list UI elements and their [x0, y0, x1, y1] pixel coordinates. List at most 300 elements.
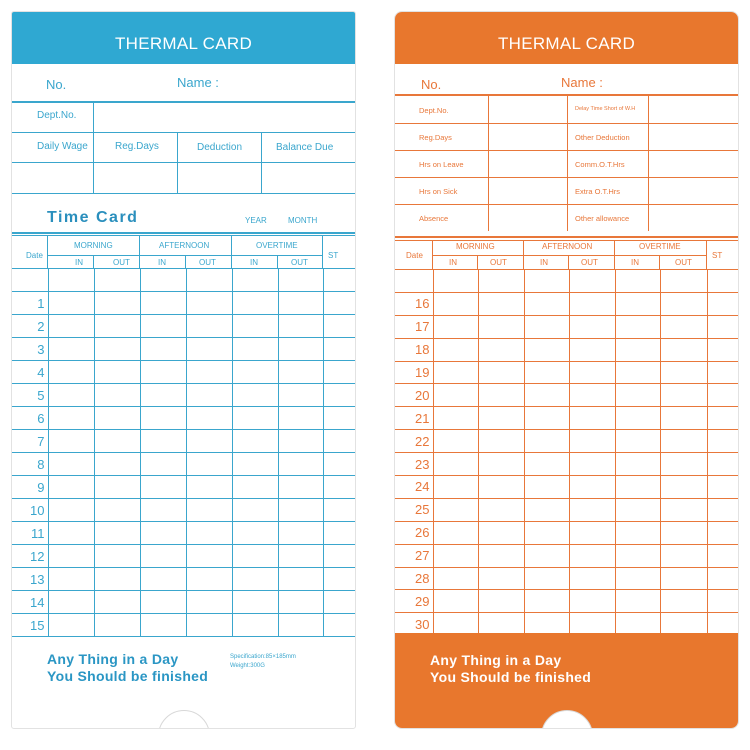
- time-cell[interactable]: [478, 567, 524, 590]
- day-row: [395, 407, 739, 430]
- divider: [12, 193, 355, 194]
- day-row: [395, 476, 739, 499]
- divider: [523, 241, 524, 269]
- time-cell[interactable]: [569, 407, 615, 430]
- time-cell[interactable]: [232, 545, 278, 568]
- day-row: [12, 499, 356, 522]
- time-cell[interactable]: [433, 292, 478, 315]
- time-cell[interactable]: [524, 270, 569, 293]
- time-cell[interactable]: [94, 453, 140, 476]
- time-cell[interactable]: [524, 338, 569, 361]
- day-number: 4: [12, 361, 48, 384]
- time-cell[interactable]: [660, 407, 707, 430]
- time-cell[interactable]: [232, 384, 278, 407]
- time-cell[interactable]: [94, 568, 140, 591]
- daily-wage-label: Daily Wage: [37, 141, 88, 152]
- blank-row: [395, 270, 739, 293]
- time-cell[interactable]: [232, 430, 278, 453]
- time-cell[interactable]: [707, 338, 739, 361]
- time-cell[interactable]: [660, 361, 707, 384]
- reg-days-label: Reg.Days: [115, 141, 159, 152]
- time-cell[interactable]: [232, 476, 278, 499]
- day-row: [395, 544, 739, 567]
- blank-row: [12, 269, 356, 292]
- time-cell[interactable]: [278, 269, 323, 292]
- month-label: MONTH: [288, 216, 318, 225]
- time-cell[interactable]: [278, 384, 323, 407]
- time-cell[interactable]: [524, 544, 569, 567]
- divider: [177, 132, 178, 193]
- slogan-line2: You Should be finished: [47, 668, 209, 684]
- time-cell[interactable]: [433, 544, 478, 567]
- time-cell[interactable]: [323, 338, 356, 361]
- divider: [567, 96, 568, 231]
- time-cell[interactable]: [140, 292, 186, 315]
- time-cell[interactable]: [433, 384, 478, 407]
- day-row: [395, 590, 739, 613]
- time-cell[interactable]: [323, 545, 356, 568]
- time-cell[interactable]: [323, 499, 356, 522]
- day-row: [395, 338, 739, 361]
- time-cell[interactable]: [707, 498, 739, 521]
- time-cell[interactable]: [323, 269, 356, 292]
- time-cell[interactable]: [478, 292, 524, 315]
- divider: [648, 96, 649, 231]
- time-cell[interactable]: [433, 430, 478, 453]
- time-cell[interactable]: [433, 521, 478, 544]
- day-number: 3: [12, 338, 48, 361]
- day-number: 22: [395, 430, 433, 453]
- time-cell[interactable]: [140, 545, 186, 568]
- time-cell[interactable]: [660, 315, 707, 338]
- time-cell[interactable]: [707, 453, 739, 476]
- day-number: 5: [12, 384, 48, 407]
- time-cell[interactable]: [433, 315, 478, 338]
- time-cell[interactable]: [323, 568, 356, 591]
- time-cell[interactable]: [707, 567, 739, 590]
- time-cell[interactable]: [48, 476, 94, 499]
- time-cell[interactable]: [660, 476, 707, 499]
- time-cell[interactable]: [94, 407, 140, 430]
- time-cell[interactable]: [569, 384, 615, 407]
- time-cell[interactable]: [524, 567, 569, 590]
- time-cell[interactable]: [186, 499, 232, 522]
- time-cell[interactable]: [660, 338, 707, 361]
- time-cell[interactable]: [94, 269, 140, 292]
- time-cell[interactable]: [660, 292, 707, 315]
- time-cell[interactable]: [569, 567, 615, 590]
- time-cell[interactable]: [140, 430, 186, 453]
- time-cell[interactable]: [232, 453, 278, 476]
- time-cell[interactable]: [140, 269, 186, 292]
- time-cell[interactable]: [707, 384, 739, 407]
- time-cell[interactable]: [232, 522, 278, 545]
- day-row: [12, 591, 356, 614]
- time-cell[interactable]: [48, 361, 94, 384]
- day-number: 1: [12, 292, 48, 315]
- time-cell[interactable]: [707, 476, 739, 499]
- time-cell[interactable]: [140, 384, 186, 407]
- day-row: [12, 453, 356, 476]
- time-cell[interactable]: [186, 522, 232, 545]
- col-overtime: OVERTIME: [639, 242, 681, 251]
- time-cell[interactable]: [433, 453, 478, 476]
- col-in: IN: [158, 258, 166, 267]
- time-cell[interactable]: [232, 407, 278, 430]
- time-cell[interactable]: [278, 315, 323, 338]
- time-cell[interactable]: [140, 315, 186, 338]
- time-cell[interactable]: [94, 476, 140, 499]
- time-cell[interactable]: [140, 338, 186, 361]
- time-cell[interactable]: [569, 361, 615, 384]
- time-cell[interactable]: [478, 430, 524, 453]
- divider: [12, 232, 355, 234]
- time-cell[interactable]: [569, 498, 615, 521]
- time-cell[interactable]: [478, 407, 524, 430]
- col-morning: MORNING: [456, 242, 495, 251]
- time-cell[interactable]: [660, 590, 707, 613]
- time-cell[interactable]: [660, 453, 707, 476]
- time-cell[interactable]: [707, 315, 739, 338]
- time-cell[interactable]: [615, 361, 660, 384]
- time-cell[interactable]: [232, 315, 278, 338]
- time-cell[interactable]: [524, 407, 569, 430]
- time-cell[interactable]: [524, 315, 569, 338]
- time-cell[interactable]: [569, 270, 615, 293]
- col-out: OUT: [199, 258, 216, 267]
- time-cell[interactable]: [478, 384, 524, 407]
- no-label: No.: [46, 77, 67, 92]
- time-cell[interactable]: [323, 591, 356, 614]
- time-cell[interactable]: [140, 568, 186, 591]
- time-cell[interactable]: [433, 338, 478, 361]
- time-cell[interactable]: [278, 476, 323, 499]
- day-number: [395, 270, 433, 293]
- time-cell[interactable]: [707, 521, 739, 544]
- time-cell[interactable]: [524, 384, 569, 407]
- time-cell[interactable]: [186, 269, 232, 292]
- card-title: THERMAL CARD: [12, 12, 355, 64]
- time-cell[interactable]: [186, 292, 232, 315]
- time-cell[interactable]: [478, 315, 524, 338]
- field-label: Absence: [419, 214, 449, 223]
- time-cell[interactable]: [323, 292, 356, 315]
- day-number: 24: [395, 476, 433, 499]
- time-cell[interactable]: [524, 590, 569, 613]
- time-cell[interactable]: [323, 453, 356, 476]
- time-cell[interactable]: [232, 269, 278, 292]
- card-notch: [541, 710, 593, 729]
- time-cell[interactable]: [48, 269, 94, 292]
- time-cell[interactable]: [569, 292, 615, 315]
- time-cell[interactable]: [48, 315, 94, 338]
- time-card-orange: [394, 11, 739, 729]
- time-cell[interactable]: [186, 453, 232, 476]
- time-cell[interactable]: [615, 407, 660, 430]
- time-cell[interactable]: [94, 292, 140, 315]
- time-cell[interactable]: [615, 590, 660, 613]
- time-cell[interactable]: [433, 270, 478, 293]
- time-cell[interactable]: [433, 590, 478, 613]
- day-grid: [12, 268, 356, 637]
- time-cell[interactable]: [615, 338, 660, 361]
- time-cell[interactable]: [660, 544, 707, 567]
- time-cell[interactable]: [48, 499, 94, 522]
- col-morning: MORNING: [74, 241, 113, 250]
- time-cell[interactable]: [524, 476, 569, 499]
- divider: [395, 236, 738, 238]
- time-cell[interactable]: [278, 545, 323, 568]
- time-cell[interactable]: [569, 521, 615, 544]
- time-cell[interactable]: [140, 476, 186, 499]
- day-number: 19: [395, 361, 433, 384]
- time-cell[interactable]: [615, 544, 660, 567]
- time-cell[interactable]: [140, 407, 186, 430]
- divider: [614, 241, 615, 269]
- time-cell[interactable]: [232, 591, 278, 614]
- time-cell[interactable]: [569, 338, 615, 361]
- col-out: OUT: [291, 258, 308, 267]
- day-row: [12, 361, 356, 384]
- day-number: 2: [12, 315, 48, 338]
- time-cell[interactable]: [140, 522, 186, 545]
- day-row: [395, 430, 739, 453]
- deduction-label: Deduction: [197, 142, 243, 153]
- time-cell[interactable]: [278, 453, 323, 476]
- day-number: 21: [395, 407, 433, 430]
- time-cell[interactable]: [615, 270, 660, 293]
- col-out: OUT: [490, 258, 507, 267]
- time-cell[interactable]: [94, 545, 140, 568]
- time-cell[interactable]: [94, 499, 140, 522]
- time-cell[interactable]: [186, 568, 232, 591]
- time-cell[interactable]: [48, 430, 94, 453]
- time-cell[interactable]: [278, 591, 323, 614]
- balance-due-label: Balance Due: [276, 142, 334, 153]
- divider: [261, 132, 262, 193]
- time-cell[interactable]: [323, 407, 356, 430]
- name-label: Name :: [177, 75, 219, 90]
- time-cell[interactable]: [186, 407, 232, 430]
- time-cell[interactable]: [48, 292, 94, 315]
- name-label: Name :: [561, 75, 603, 90]
- time-cell[interactable]: [615, 453, 660, 476]
- col-in: IN: [75, 258, 83, 267]
- time-cell[interactable]: [707, 544, 739, 567]
- col-in: IN: [449, 258, 457, 267]
- col-st: ST: [328, 251, 339, 260]
- time-cell[interactable]: [433, 567, 478, 590]
- time-cell[interactable]: [278, 568, 323, 591]
- col-in: IN: [540, 258, 548, 267]
- time-cell[interactable]: [186, 315, 232, 338]
- time-cell[interactable]: [707, 361, 739, 384]
- slogan-line2: You Should be finished: [430, 669, 592, 685]
- time-cell[interactable]: [232, 292, 278, 315]
- time-cell[interactable]: [232, 568, 278, 591]
- time-cell[interactable]: [140, 453, 186, 476]
- time-cell[interactable]: [660, 521, 707, 544]
- day-number: 28: [395, 567, 433, 590]
- time-cell[interactable]: [232, 499, 278, 522]
- time-cell[interactable]: [140, 361, 186, 384]
- time-cell[interactable]: [278, 292, 323, 315]
- divider: [47, 236, 48, 268]
- time-cell[interactable]: [48, 384, 94, 407]
- time-cell[interactable]: [524, 521, 569, 544]
- time-cell[interactable]: [186, 476, 232, 499]
- time-cell[interactable]: [524, 361, 569, 384]
- time-cell[interactable]: [707, 430, 739, 453]
- time-cell[interactable]: [524, 430, 569, 453]
- time-cell[interactable]: [48, 453, 94, 476]
- time-cell[interactable]: [323, 430, 356, 453]
- time-cell[interactable]: [94, 361, 140, 384]
- time-cell[interactable]: [524, 453, 569, 476]
- time-cell[interactable]: [569, 315, 615, 338]
- weight-label: Weight:300G: [230, 663, 265, 669]
- time-cell[interactable]: [323, 476, 356, 499]
- time-cell[interactable]: [478, 270, 524, 293]
- time-cell[interactable]: [186, 361, 232, 384]
- time-cell[interactable]: [478, 338, 524, 361]
- day-number: 9: [12, 476, 48, 499]
- time-cell[interactable]: [278, 522, 323, 545]
- time-cell[interactable]: [48, 407, 94, 430]
- time-cell[interactable]: [94, 315, 140, 338]
- time-cell[interactable]: [569, 430, 615, 453]
- day-number: 11: [12, 522, 48, 545]
- time-cell[interactable]: [232, 361, 278, 384]
- day-number: [12, 269, 48, 292]
- time-cell[interactable]: [278, 361, 323, 384]
- time-cell[interactable]: [615, 498, 660, 521]
- time-cell[interactable]: [433, 498, 478, 521]
- time-cell[interactable]: [323, 361, 356, 384]
- day-row: [395, 315, 739, 338]
- time-cell[interactable]: [707, 270, 739, 293]
- day-number: 15: [12, 614, 48, 637]
- section-title: Time Card: [47, 209, 139, 226]
- time-cell[interactable]: [569, 544, 615, 567]
- time-cell[interactable]: [478, 361, 524, 384]
- day-number: 16: [395, 292, 433, 315]
- time-cell[interactable]: [478, 544, 524, 567]
- time-cell[interactable]: [569, 476, 615, 499]
- time-cell[interactable]: [660, 567, 707, 590]
- col-out: OUT: [581, 258, 598, 267]
- day-row: [12, 315, 356, 338]
- time-cell[interactable]: [278, 407, 323, 430]
- field-label: Other Deduction: [575, 133, 630, 142]
- time-cell[interactable]: [615, 292, 660, 315]
- card-footer: [395, 633, 738, 728]
- time-cell[interactable]: [48, 568, 94, 591]
- time-cell[interactable]: [660, 384, 707, 407]
- time-cell[interactable]: [478, 521, 524, 544]
- time-cell[interactable]: [660, 270, 707, 293]
- time-cell[interactable]: [615, 384, 660, 407]
- time-cell[interactable]: [524, 292, 569, 315]
- time-cell[interactable]: [94, 522, 140, 545]
- time-cell[interactable]: [140, 499, 186, 522]
- col-date: Date: [26, 251, 43, 260]
- time-cell[interactable]: [323, 384, 356, 407]
- day-number: 30: [395, 613, 433, 636]
- year-label: YEAR: [245, 216, 267, 225]
- time-cell[interactable]: [478, 476, 524, 499]
- day-row: [395, 453, 739, 476]
- time-cell[interactable]: [660, 430, 707, 453]
- time-cell[interactable]: [48, 522, 94, 545]
- time-cell[interactable]: [433, 361, 478, 384]
- time-cell[interactable]: [569, 453, 615, 476]
- time-cell[interactable]: [278, 430, 323, 453]
- day-number: 18: [395, 338, 433, 361]
- time-cell[interactable]: [48, 338, 94, 361]
- time-cell[interactable]: [478, 590, 524, 613]
- divider: [139, 236, 140, 268]
- time-cell[interactable]: [433, 476, 478, 499]
- time-cell[interactable]: [478, 498, 524, 521]
- time-cell[interactable]: [278, 499, 323, 522]
- time-cell[interactable]: [615, 521, 660, 544]
- divider: [185, 255, 186, 268]
- time-cell[interactable]: [660, 498, 707, 521]
- slogan-line1: Any Thing in a Day: [47, 651, 179, 667]
- time-cell[interactable]: [94, 384, 140, 407]
- time-cell[interactable]: [186, 545, 232, 568]
- time-cell[interactable]: [433, 407, 478, 430]
- time-cell[interactable]: [232, 338, 278, 361]
- time-cell[interactable]: [94, 591, 140, 614]
- time-cell[interactable]: [94, 430, 140, 453]
- time-cell[interactable]: [524, 498, 569, 521]
- day-row: [12, 430, 356, 453]
- day-row: [12, 384, 356, 407]
- day-row: [395, 521, 739, 544]
- time-cell[interactable]: [323, 522, 356, 545]
- spec-label: Specification:85×185mm: [230, 654, 296, 660]
- time-cell[interactable]: [323, 315, 356, 338]
- time-cell[interactable]: [186, 430, 232, 453]
- time-cell[interactable]: [140, 591, 186, 614]
- time-cell[interactable]: [48, 591, 94, 614]
- time-cell[interactable]: [615, 567, 660, 590]
- time-cell[interactable]: [569, 590, 615, 613]
- time-cell[interactable]: [615, 476, 660, 499]
- time-cell[interactable]: [478, 453, 524, 476]
- day-grid: [395, 269, 739, 659]
- day-number: 10: [12, 499, 48, 522]
- divider: [12, 101, 355, 103]
- time-cell[interactable]: [615, 315, 660, 338]
- time-cell[interactable]: [707, 407, 739, 430]
- time-cell[interactable]: [707, 590, 739, 613]
- day-number: 8: [12, 453, 48, 476]
- time-cell[interactable]: [94, 338, 140, 361]
- divider: [12, 132, 355, 133]
- field-label: Hrs on Leave: [419, 160, 464, 169]
- time-cell[interactable]: [186, 591, 232, 614]
- day-number: 7: [12, 430, 48, 453]
- time-cell[interactable]: [278, 338, 323, 361]
- time-cell[interactable]: [615, 430, 660, 453]
- time-cell[interactable]: [48, 545, 94, 568]
- time-cell[interactable]: [186, 338, 232, 361]
- time-cell[interactable]: [186, 384, 232, 407]
- time-cell[interactable]: [707, 292, 739, 315]
